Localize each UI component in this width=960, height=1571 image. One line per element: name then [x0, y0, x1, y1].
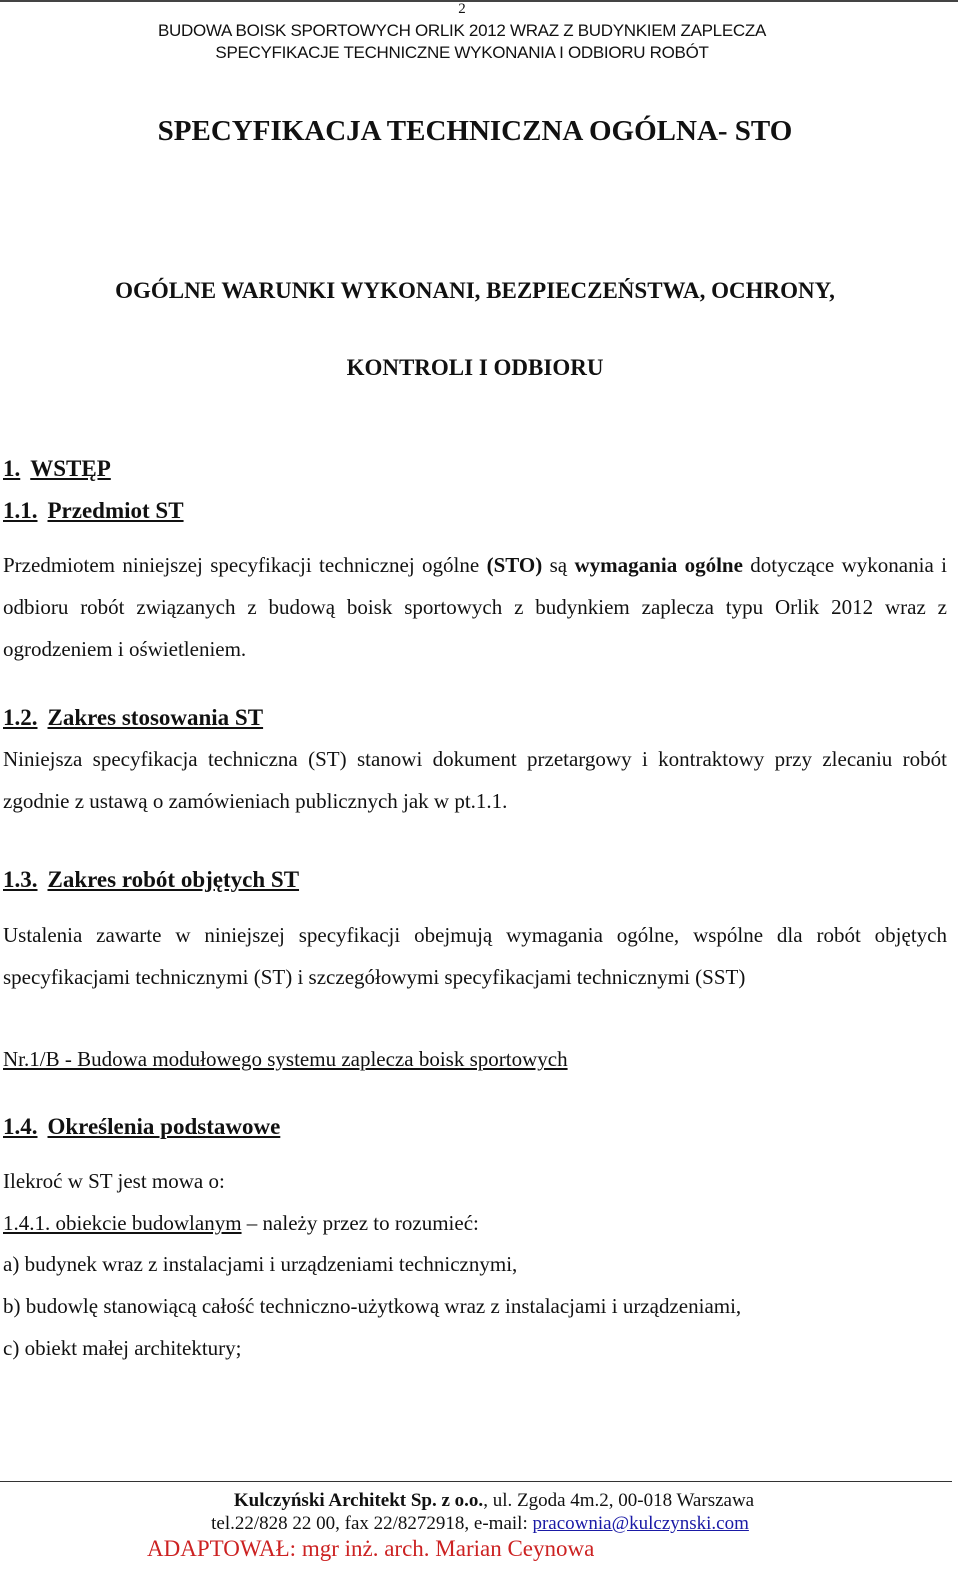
section-heading-1-1 [3, 498, 184, 524]
section-title: Określenia podstawowe [47, 1114, 281, 1139]
paragraph-bold-text: (STO) [486, 553, 543, 577]
subtitle-line-2: KONTROLI I ODBIORU [346, 355, 604, 380]
paragraph-subject [3, 544, 947, 670]
definition-term: 1.4.1. obiekcie budowlanym [3, 1211, 242, 1235]
header-spec-title: SPECYFIKACJE TECHNICZNE WYKONANIA I ODBIORU ROBÓT [215, 43, 709, 62]
section-heading-1-2 [3, 705, 263, 731]
section-title: Przedmiot ST [47, 498, 184, 523]
paragraph-bold-text: wymagania ogólne [574, 553, 743, 577]
footer-email-link[interactable]: pracownia@kulczynski.com [532, 1513, 749, 1534]
footer-address: , ul. Zgoda 4m.2, 00-018 Warszawa [483, 1490, 755, 1511]
reference-link: Nr.1/B - Budowa modułowego systemu zaplecza boisk sportowych [3, 1047, 568, 1071]
footer-rule [0, 1481, 952, 1482]
section-heading-1 [3, 456, 111, 482]
section-number: 1.3. [3, 867, 38, 892]
footer-contact: tel.22/828 22 00, fax 22/8272918, e-mail: [211, 1513, 533, 1534]
section-title: Zakres robót objętych ST [47, 867, 300, 892]
paragraph-works-scope: Ustalenia zawarte w niniejszej specyfikacji obejmują wymagania ogólne, wspólne dla robót objętych specyfikacjami technicznymi (ST) i szczegółowymi specyfikacjami technicznymi (SST) [3, 923, 947, 989]
section-number: 1.4. [3, 1114, 38, 1139]
subtitle-line-1: OGÓLNE WARUNKI WYKONANI, BEZPIECZEŃSTWA, OCHRONY, [115, 278, 835, 303]
section-title: Zakres stosowania ST [47, 705, 264, 730]
list-item: b) budowlę stanowiącą całość techniczno-użytkową wraz z instalacjami i urządzeniami, [3, 1294, 742, 1318]
footer-adapted-by: ADAPTOWAŁ: mgr inż. arch. Marian Ceynowa [147, 1536, 595, 1561]
paragraph-text: Przedmiotem niniejszej specyfikacji technicznej ogólne [3, 553, 487, 577]
section-number: 1.1. [3, 498, 38, 523]
section-number: 1.2. [3, 705, 38, 730]
definition-line [3, 1211, 479, 1236]
definition-text: – należy przez to rozumieć: [241, 1211, 479, 1235]
footer-company: Kulczyński Architekt Sp. z o.o. [233, 1490, 484, 1511]
list-item: a) budynek wraz z instalacjami i urządzeniami technicznymi, [3, 1252, 518, 1276]
paragraph-scope: Niniejsza specyfikacja techniczna (ST) stanowi dokument przetargowy i kontraktowy przy zlecaniu robót zgodnie z ustawą o zamówieniach publicznych jak w pt.1.1. [3, 747, 947, 813]
paragraph-text: dotyczące wykonania i odbioru robót związanych z budową boisk sportowych z budynkiem zaplecza typu Orlik 2012 wraz z ogrodzeniem i oświetleniem. [3, 553, 947, 661]
header-project-title: BUDOWA BOISK SPORTOWYCH ORLIK 2012 WRAZ Z BUDYNKIEM ZAPLECZA [158, 21, 766, 40]
document-title: SPECYFIKACJA TECHNICZNA OGÓLNA- STO [157, 115, 793, 147]
section-heading-1-3 [3, 867, 299, 893]
section-title: WSTĘP [30, 456, 111, 481]
paragraph-text: są [542, 553, 575, 577]
list-item: c) obiekt małej architektury; [3, 1336, 242, 1360]
page-number: 2 [458, 1, 466, 17]
footer-company-line [14, 1490, 960, 1512]
section-heading-1-4 [3, 1114, 280, 1140]
definitions-intro: Ilekroć w ST jest mowa o: [3, 1169, 225, 1193]
footer-contact-line [0, 1513, 960, 1535]
section-number: 1. [3, 456, 21, 481]
